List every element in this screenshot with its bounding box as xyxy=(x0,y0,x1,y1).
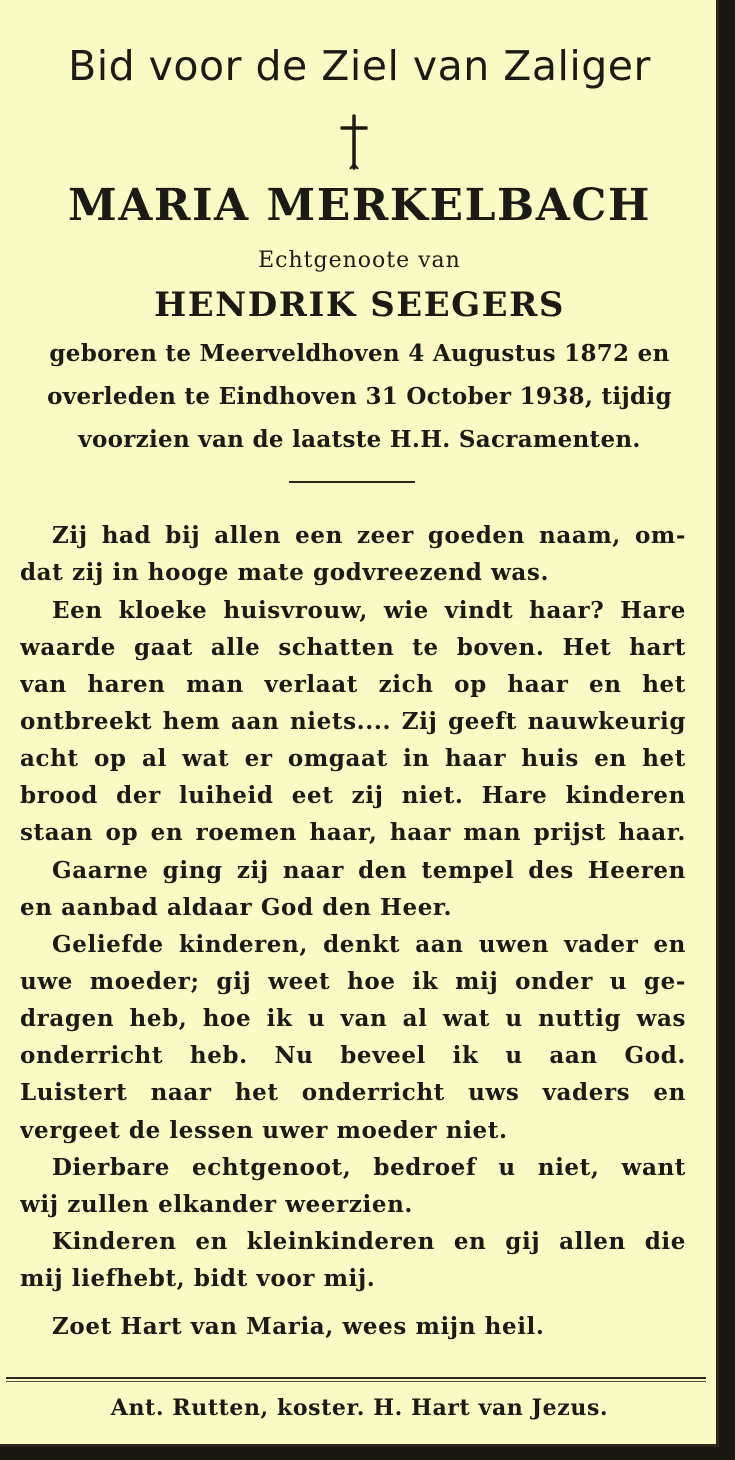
footer-divider xyxy=(6,1377,706,1379)
body-line: mij liefhebt, bidt voor mij. xyxy=(20,1265,376,1292)
body-line: dat zij in hooge mate godvreezend was. xyxy=(20,559,550,586)
body-line: en aanbad aldaar God den Heer. xyxy=(20,894,453,921)
body-line: uwe moeder; gij weet hoe ik mij onder u ge- xyxy=(20,968,686,995)
body-line: Dierbare echtgenoot, bedroef u niet, want xyxy=(52,1154,686,1181)
body-line: onderricht heb. Nu beveel ik u aan God. xyxy=(20,1042,686,1069)
body-line: dragen heb, hoe ik u van al wat u nuttig was xyxy=(20,1005,686,1032)
body-line: Geliefde kinderen, denkt aan uwen vader en xyxy=(52,931,686,958)
body-line: Kinderen en kleinkinderen en gij allen die xyxy=(52,1228,686,1255)
body-line: brood der luiheid eet zij niet. Hare kinderen xyxy=(20,782,686,809)
prayer-heading: Bid voor de Ziel van Zaliger xyxy=(68,42,651,90)
bio-line-death: overleden te Eindhoven 31 October 1938, tijdig xyxy=(47,383,672,410)
relation-text: Echtgenoote van xyxy=(258,248,461,273)
body-line: vergeet de lessen uwer moeder niet. xyxy=(20,1117,508,1144)
deceased-name: MARIA MERKELBACH xyxy=(68,180,651,231)
body-line: Zij had bij allen een zeer goeden naam, om- xyxy=(52,522,686,549)
body-line: Een kloeke huisvrouw, wie vindt haar? Hare xyxy=(52,597,686,624)
divider xyxy=(289,481,415,483)
bio-line-sacraments: voorzien van de laatste H.H. Sacramenten. xyxy=(78,426,641,453)
spouse-name: HENDRIK SEEGERS xyxy=(154,285,565,325)
body-line: ontbreekt hem aan niets.... Zij geeft nauwkeurig xyxy=(20,708,686,735)
body-line: Luistert naar het onderricht uws vaders en xyxy=(20,1079,686,1106)
bio-line-birth: geboren te Meerveldhoven 4 Augustus 1872 en xyxy=(49,340,670,367)
cross-icon xyxy=(334,114,374,170)
body-line: staan op en roemen haar, haar man prijst haar. xyxy=(20,819,686,846)
printer-credit: Ant. Rutten, koster. H. Hart van Jezus. xyxy=(110,1395,609,1421)
body-line: acht op al wat er omgaat in haar huis en het xyxy=(20,745,686,772)
closing-prayer: Zoet Hart van Maria, wees mijn heil. xyxy=(52,1313,545,1340)
body-line: waarde gaat alle schatten te boven. Het hart xyxy=(20,634,686,661)
body-line: wij zullen elkander weerzien. xyxy=(20,1191,414,1218)
body-line: van haren man verlaat zich op haar en het xyxy=(20,671,686,698)
footer-divider-secondary xyxy=(6,1381,706,1382)
body-line: Gaarne ging zij naar den tempel des Heeren xyxy=(52,857,686,884)
